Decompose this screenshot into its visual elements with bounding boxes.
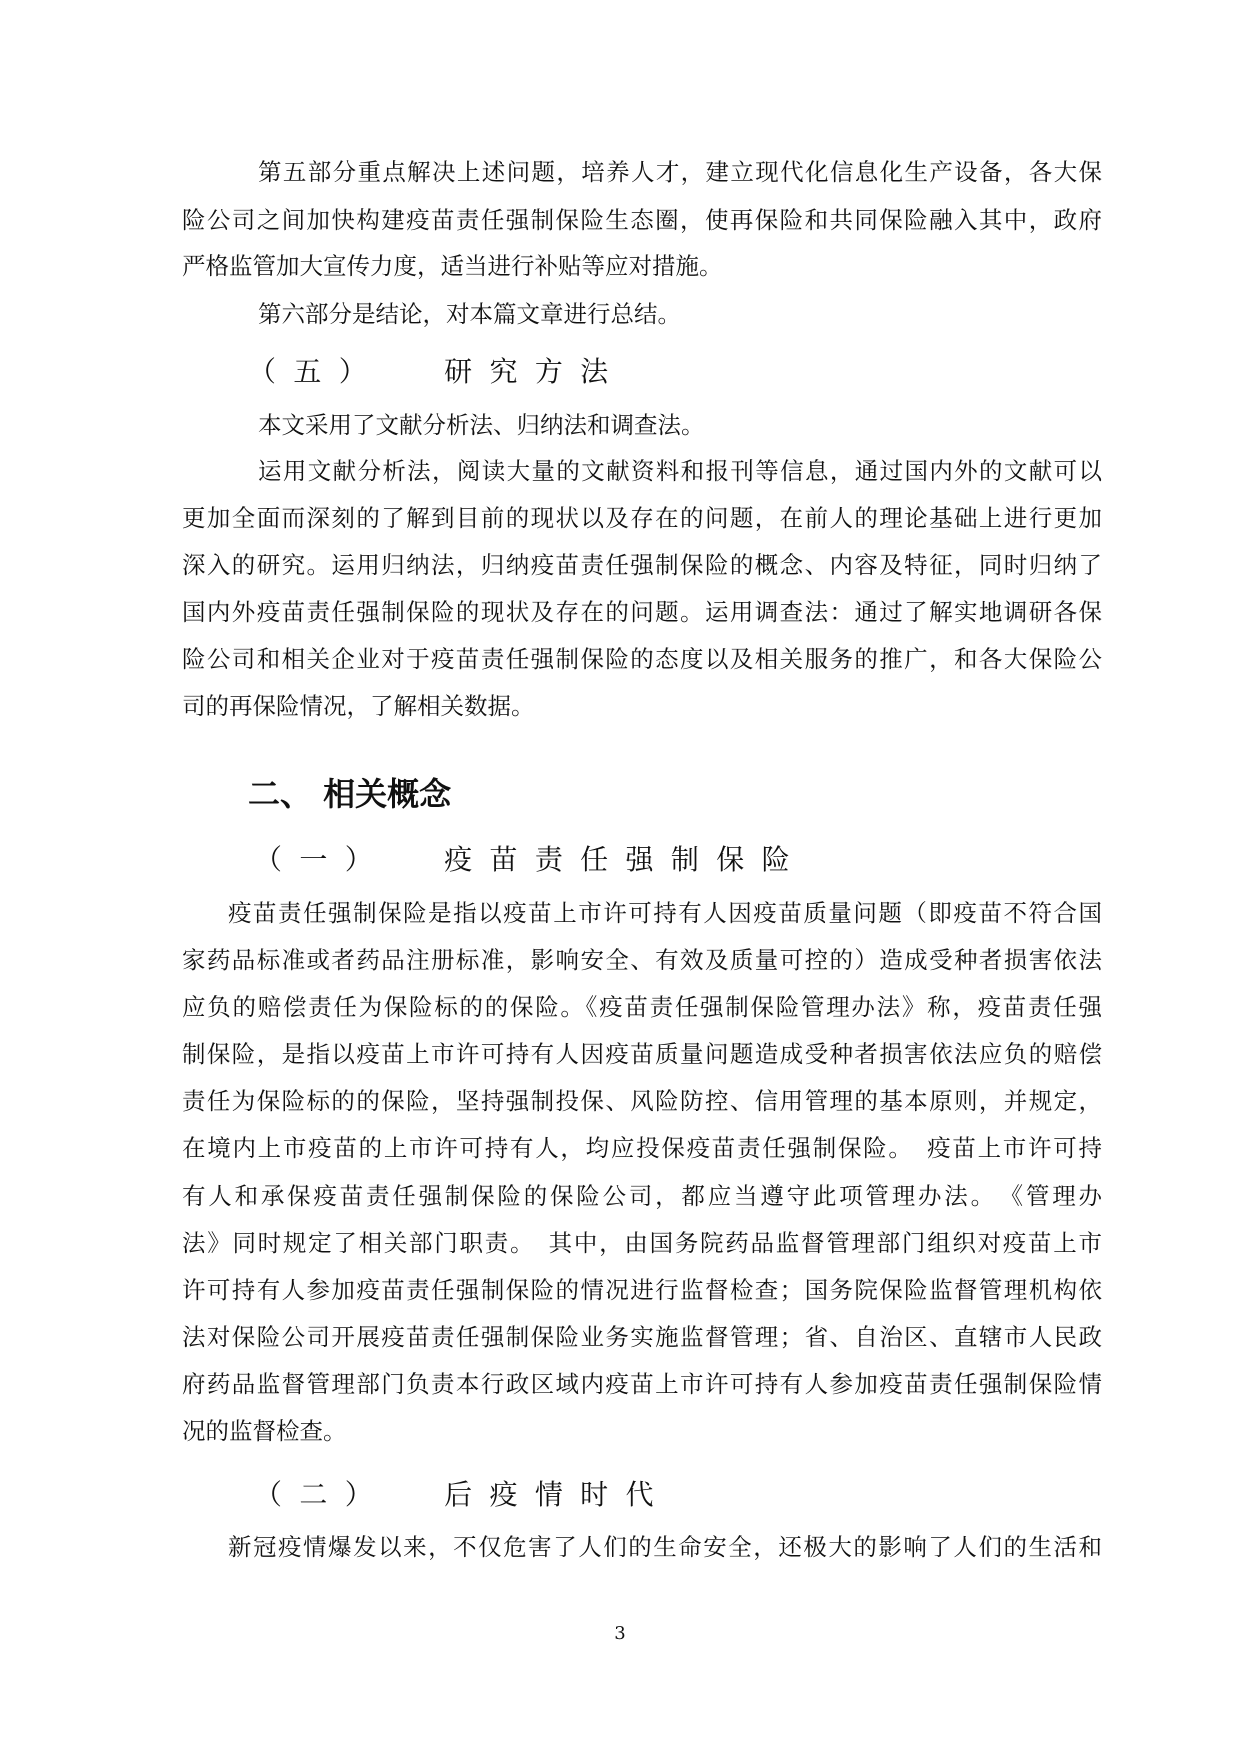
paragraph-line: 运用文献分析法，阅读大量的文献资料和报刊等信息，通过国内外的文献可以 <box>258 457 1102 485</box>
section-heading-number: （五） <box>248 355 385 388</box>
paragraph-line: 家药品标准或者药品注册标准，影响安全、有效及质量可控的）造成受种者损害依法 <box>182 946 1102 974</box>
paragraph-line: 更加全面而深刻的了解到目前的现状以及存在的问题，在前人的理论基础上进行更加 <box>182 504 1102 532</box>
paragraph-line: 应负的赔偿责任为保险标的的保险。《疫苗责任强制保险管理办法》称，疫苗责任强 <box>182 993 1102 1021</box>
paragraph-line: 许可持有人参加疫苗责任强制保险的情况进行监督检查；国务院保险监督管理机构依 <box>182 1276 1102 1304</box>
paragraph-line: 险公司之间加快构建疫苗责任强制保险生态圈，使再保险和共同保险融入其中，政府 <box>182 206 1102 234</box>
paragraph-line: 第六部分是结论，对本篇文章进行总结。 <box>258 300 681 328</box>
paragraph-line: 国内外疫苗责任强制保险的现状及存在的问题。运用调查法：通过了解实地调研各保 <box>182 598 1102 626</box>
paragraph-line: 第五部分重点解决上述问题，培养人才，建立现代化信息化生产设备，各大保 <box>258 158 1102 186</box>
section-heading-title: 研究方法 <box>444 355 626 388</box>
paragraph-line: 府药品监督管理部门负责本行政区域内疫苗上市许可持有人参加疫苗责任强制保险情 <box>182 1370 1102 1398</box>
section-heading <box>248 352 626 392</box>
paragraph-line: 本文采用了文献分析法、归纳法和调查法。 <box>258 411 705 439</box>
section-heading-number: （一） <box>254 843 391 876</box>
paragraph-line: 险公司和相关企业对于疫苗责任强制保险的态度以及相关服务的推广，和各大保险公 <box>182 645 1102 673</box>
paragraph-line: 疫苗责任强制保险是指以疫苗上市许可持有人因疫苗质量问题（即疫苗不符合国 <box>228 899 1102 927</box>
paragraph-line: 严格监管加大宣传力度，适当进行补贴等应对措施。 <box>182 252 723 280</box>
section-heading-title: 后疫情时代 <box>444 1478 671 1511</box>
chapter-heading: 二、 相关概念 <box>248 775 452 813</box>
section-heading <box>254 1475 671 1515</box>
paragraph-line: 况的监督检查。 <box>182 1417 347 1445</box>
paragraph-line: 在境内上市疫苗的上市许可持有人，均应投保疫苗责任强制保险。 疫苗上市许可持 <box>182 1134 1102 1162</box>
paragraph-line: 法》同时规定了相关部门职责。 其中，由国务院药品监督管理部门组织对疫苗上市 <box>182 1229 1102 1257</box>
section-heading-number: （二） <box>254 1478 391 1511</box>
paragraph-line: 深入的研究。运用归纳法，归纳疫苗责任强制保险的概念、内容及特征，同时归纳了 <box>182 551 1102 579</box>
section-heading <box>254 840 807 880</box>
paragraph-line: 新冠疫情爆发以来，不仅危害了人们的生命安全，还极大的影响了人们的生活和 <box>228 1533 1102 1561</box>
page-number: 3 <box>614 1623 626 1644</box>
section-heading-title: 疫苗责任强制保险 <box>444 843 807 876</box>
paragraph-line: 责任为保险标的的保险，坚持强制投保、风险防控、信用管理的基本原则，并规定， <box>182 1087 1102 1115</box>
paragraph-line: 有人和承保疫苗责任强制保险的保险公司，都应当遵守此项管理办法。 《管理办 <box>182 1182 1102 1210</box>
paragraph-line: 制保险，是指以疫苗上市许可持有人因疫苗质量问题造成受种者损害依法应负的赔偿 <box>182 1040 1102 1068</box>
paragraph-line: 法对保险公司开展疫苗责任强制保险业务实施监督管理；省、自治区、直辖市人民政 <box>182 1323 1102 1351</box>
paragraph-line: 司的再保险情况，了解相关数据。 <box>182 692 535 720</box>
